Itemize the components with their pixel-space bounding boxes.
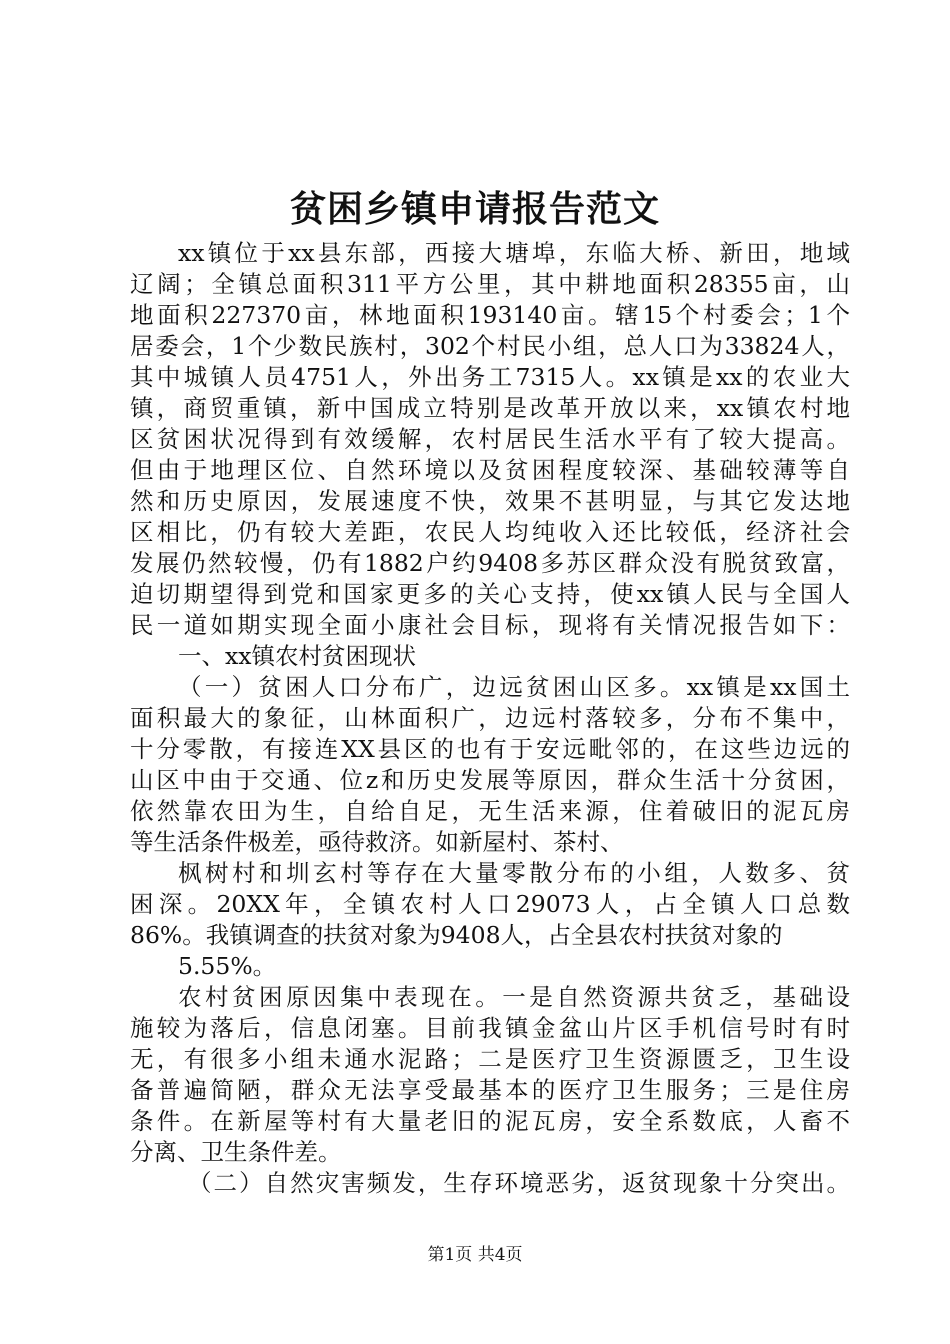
text-line: 镇，商贸重镇，新中国成立特别是改革开放以来，xx镇农村地 (130, 394, 850, 422)
text-line: 86%。我镇调查的扶贫对象为9408人，占全县农村扶贫对象的 (130, 921, 783, 949)
text-line: 面积最大的象征，山林面积广，边远村落较多，分布不集中， (130, 704, 850, 732)
text-line: 一、xx镇农村贫困现状 (178, 642, 417, 670)
text-line: 无，有很多小组未通水泥路；二是医疗卫生资源匮乏，卫生设 (130, 1045, 850, 1073)
document-body (130, 238, 850, 1199)
text-line: 施较为落后，信息闭塞。目前我镇金盆山片区手机信号时有时 (130, 1014, 850, 1042)
text-line: 5.55%。 (178, 952, 277, 980)
text-line: 地面积227370亩，林地面积193140亩。辖15个村委会；1个 (130, 301, 850, 329)
page-footer: 第1页 共4页 (427, 1245, 523, 1265)
text-line: 发展仍然较慢，仍有1882户约9408多苏区群众没有脱贫致富， (130, 549, 850, 577)
text-line: 居委会，1个少数民族村，302个村民小组，总人口为33824人， (130, 332, 850, 360)
text-line: 枫树村和圳玄村等存在大量零散分布的小组，人数多、贫 (178, 859, 850, 887)
text-line: 迫切期望得到党和国家更多的关心支持，使xx镇人民与全国人 (130, 580, 850, 608)
text-line: 但由于地理区位、自然环境以及贫困程度较深、基础较薄等自 (130, 456, 850, 484)
text-line: 农村贫困原因集中表现在。一是自然资源共贫乏，基础设 (178, 983, 850, 1011)
text-line: 民一道如期实现全面小康社会目标，现将有关情况报告如下： (130, 611, 850, 639)
text-line: 十分零散，有接连XX县区的也有于安远毗邻的，在这些边远的 (130, 735, 850, 763)
document-title: 贫困乡镇申请报告范文 (289, 188, 660, 230)
text-line: 其中城镇人员4751人，外出务工7315人。xx镇是xx的农业大 (130, 363, 850, 391)
text-line: 区相比，仍有较大差距，农民人均纯收入还比较低，经济社会 (130, 518, 850, 546)
text-line: 分离、卫生条件差。 (130, 1138, 342, 1166)
text-line: 然和历史原因，发展速度不快，效果不甚明显，与其它发达地 (130, 487, 850, 515)
text-line: （二）自然灾害频发，生存环境恶劣，返贫现象十分突出。 (188, 1169, 850, 1197)
text-line: 辽阔；全镇总面积311平方公里，其中耕地面积28355亩，山 (130, 270, 850, 298)
text-line: 困深。20XX年，全镇农村人口29073人，占全镇人口总数 (130, 890, 850, 918)
text-line: 依然靠农田为生，自给自足，无生活来源，住着破旧的泥瓦房 (130, 797, 850, 825)
text-line: 条件。在新屋等村有大量老旧的泥瓦房，安全系数底，人畜不 (130, 1107, 850, 1135)
text-line: （一）贫困人口分布广，边远贫困山区多。xx镇是xx国土 (178, 673, 850, 701)
text-line: 等生活条件极差，亟待救济。如新屋村、茶村、 (130, 828, 624, 856)
text-line: 区贫困状况得到有效缓解，农村居民生活水平有了较大提高。 (130, 425, 850, 453)
text-line: xx镇位于xx县东部，西接大塘埠，东临大桥、新田，地域 (178, 239, 850, 267)
text-line: 山区中由于交通、位z和历史发展等原因，群众生活十分贫困， (130, 766, 850, 794)
text-line: 备普遍简陋，群众无法享受最基本的医疗卫生服务；三是住房 (130, 1076, 850, 1104)
